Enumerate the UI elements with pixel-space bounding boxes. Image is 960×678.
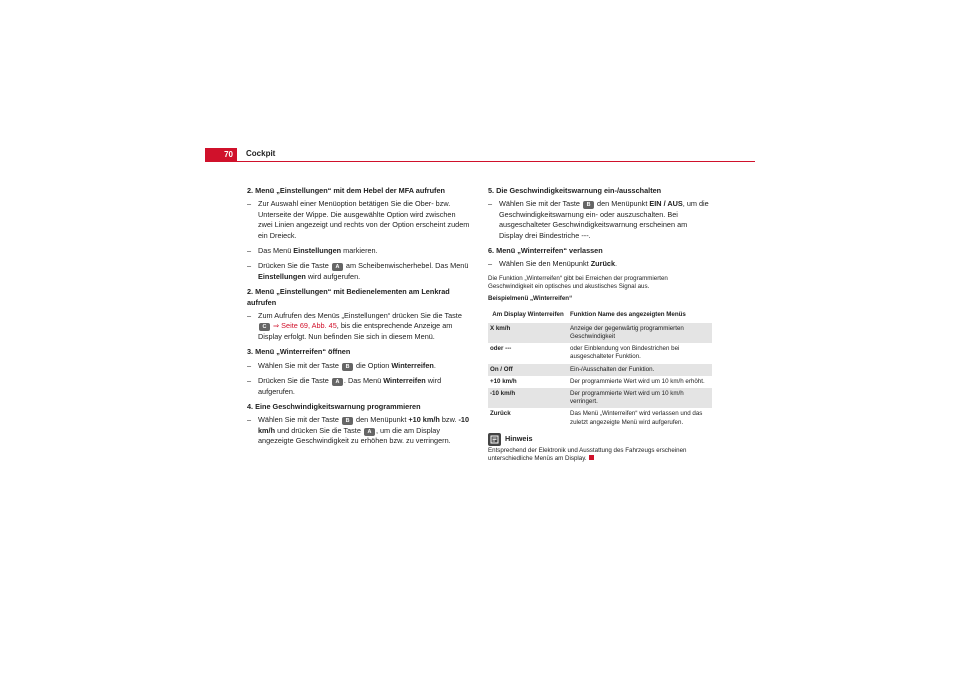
note-heading <box>488 433 712 446</box>
step3-bullet-1: – Wählen Sie mit der Taste B die Option Winterreifen. <box>247 360 436 370</box>
step2a-bullet-1: – Zur Auswahl einer Menüoption betätigen Sie die Ober- bzw. Unterseite der Wippe. Die ausgewählte Option wird zwischen zwei Linien angezeigt und rechts von der Option erscheint zudem ein Dreieck. <box>247 199 470 240</box>
example-menu-title: Beispielmenü „Winterreifen“ <box>488 295 573 303</box>
key-a-icon: A <box>332 263 343 271</box>
step6-heading: 6. Menü „Winterreifen“ verlassen <box>488 246 603 256</box>
table-row: -10 km/h Der programmierte Wert wird um 10 km/h verringert. <box>488 388 712 408</box>
table-header-display: Am Display Winterreifen <box>492 310 564 318</box>
table-row: oder --- oder Einblendung von Bindestrichen bei ausgeschalteter Funktion. <box>490 345 680 361</box>
info-text: Die Funktion „Winterreifen“ gibt bei Erreichen der programmierten Geschwindigkeit ein optisches und akustisches Signal aus. <box>488 274 668 291</box>
step2a-heading: 2. Menü „Einstellungen“ mit dem Hebel der MFA aufrufen <box>247 186 445 195</box>
table-header-function: Funktion Name des angezeigten Menüs <box>570 310 686 318</box>
step2b-bullet-1: – Zum Aufrufen des Menüs „Einstellungen“ drücken Sie die Taste C ⇒ Seite 69, Abb. 45, bis die entsprechende Anzeige am Display erfolgt. Nun befinden Sie sich in diesem Menü. <box>247 311 462 341</box>
note-text: Entsprechend der Elektronik und Ausstattung des Fahrzeugs erscheinen unterschiedliche Menüs am Display. <box>488 446 687 463</box>
step2b-heading: 2. Menü „Einstellungen“ mit Bedienelementen am Lenkrad aufrufen <box>247 287 450 307</box>
note-icon <box>488 433 501 446</box>
header-rule <box>205 161 755 162</box>
left-column <box>247 186 470 447</box>
step5-heading: 5. Die Geschwindigkeitswarnung ein-/ausschalten <box>488 186 662 195</box>
key-a-icon: A <box>332 378 343 386</box>
step2a-bullet-2: – Das Menü Einstellungen markieren. <box>247 246 378 256</box>
key-b-icon: B <box>342 363 353 371</box>
winter-tyres-menu-table <box>488 310 712 429</box>
note-title: Hinweis <box>505 434 533 444</box>
table-header-row <box>488 310 712 323</box>
key-a-icon: A <box>364 428 375 436</box>
step2a-bullet-3: – Drücken Sie die Taste A am Scheibenwischerhebel. Das Menü Einstellungen wird aufgerufen. <box>247 261 469 281</box>
step6-bullet-1: – Wählen Sie den Menüpunkt Zurück. <box>488 259 618 269</box>
table-row: +10 km/h Der programmierte Wert wird um 10 km/h erhöht. <box>490 377 705 385</box>
key-b-icon: B <box>342 417 353 425</box>
right-column <box>488 186 712 464</box>
step5-bullet-1: – Wählen Sie mit der Taste B den Menüpunkt EIN / AUS, um die Geschwindigkeitswarnung ein- oder auszuschalten. Bei ausgeschalteter Geschwindigkeitswarnung erscheinen am Display drei Bindestriche ---. <box>488 199 709 240</box>
step3-bullet-2: – Drücken Sie die Taste A . Das Menü Winterreifen wird aufgerufen. <box>247 376 442 396</box>
step3-heading: 3. Menü „Winterreifen“ öffnen <box>247 347 351 357</box>
table-row: Zurück Das Menü „Winterreifen“ wird verlassen und das zuletzt angezeigte Menü wird aufgerufen. <box>490 410 703 426</box>
step4-bullet-1: – Wählen Sie mit der Taste B den Menüpunkt +10 km/h bzw. -10 km/h und drücken Sie die Taste A , um die am Display angezeigte Geschwindigkeit zu erhöhen bzw. zu verringern. <box>247 415 470 446</box>
key-b-icon: B <box>583 201 594 209</box>
table-row: X km/h Anzeige der gegenwärtig programmierten Geschwindigkeit <box>488 323 712 343</box>
table-row: On / Off Ein-/Ausschalten der Funktion. <box>488 364 712 376</box>
key-c-icon: C <box>259 323 270 331</box>
page-number: 70 <box>205 148 237 162</box>
step4-heading: 4. Eine Geschwindigkeitswarnung programmieren <box>247 401 421 411</box>
page-reference-link[interactable]: ⇒ Seite 69, Abb. 45 <box>273 321 337 331</box>
section-title: Cockpit <box>246 149 276 158</box>
end-mark-icon <box>589 455 594 460</box>
